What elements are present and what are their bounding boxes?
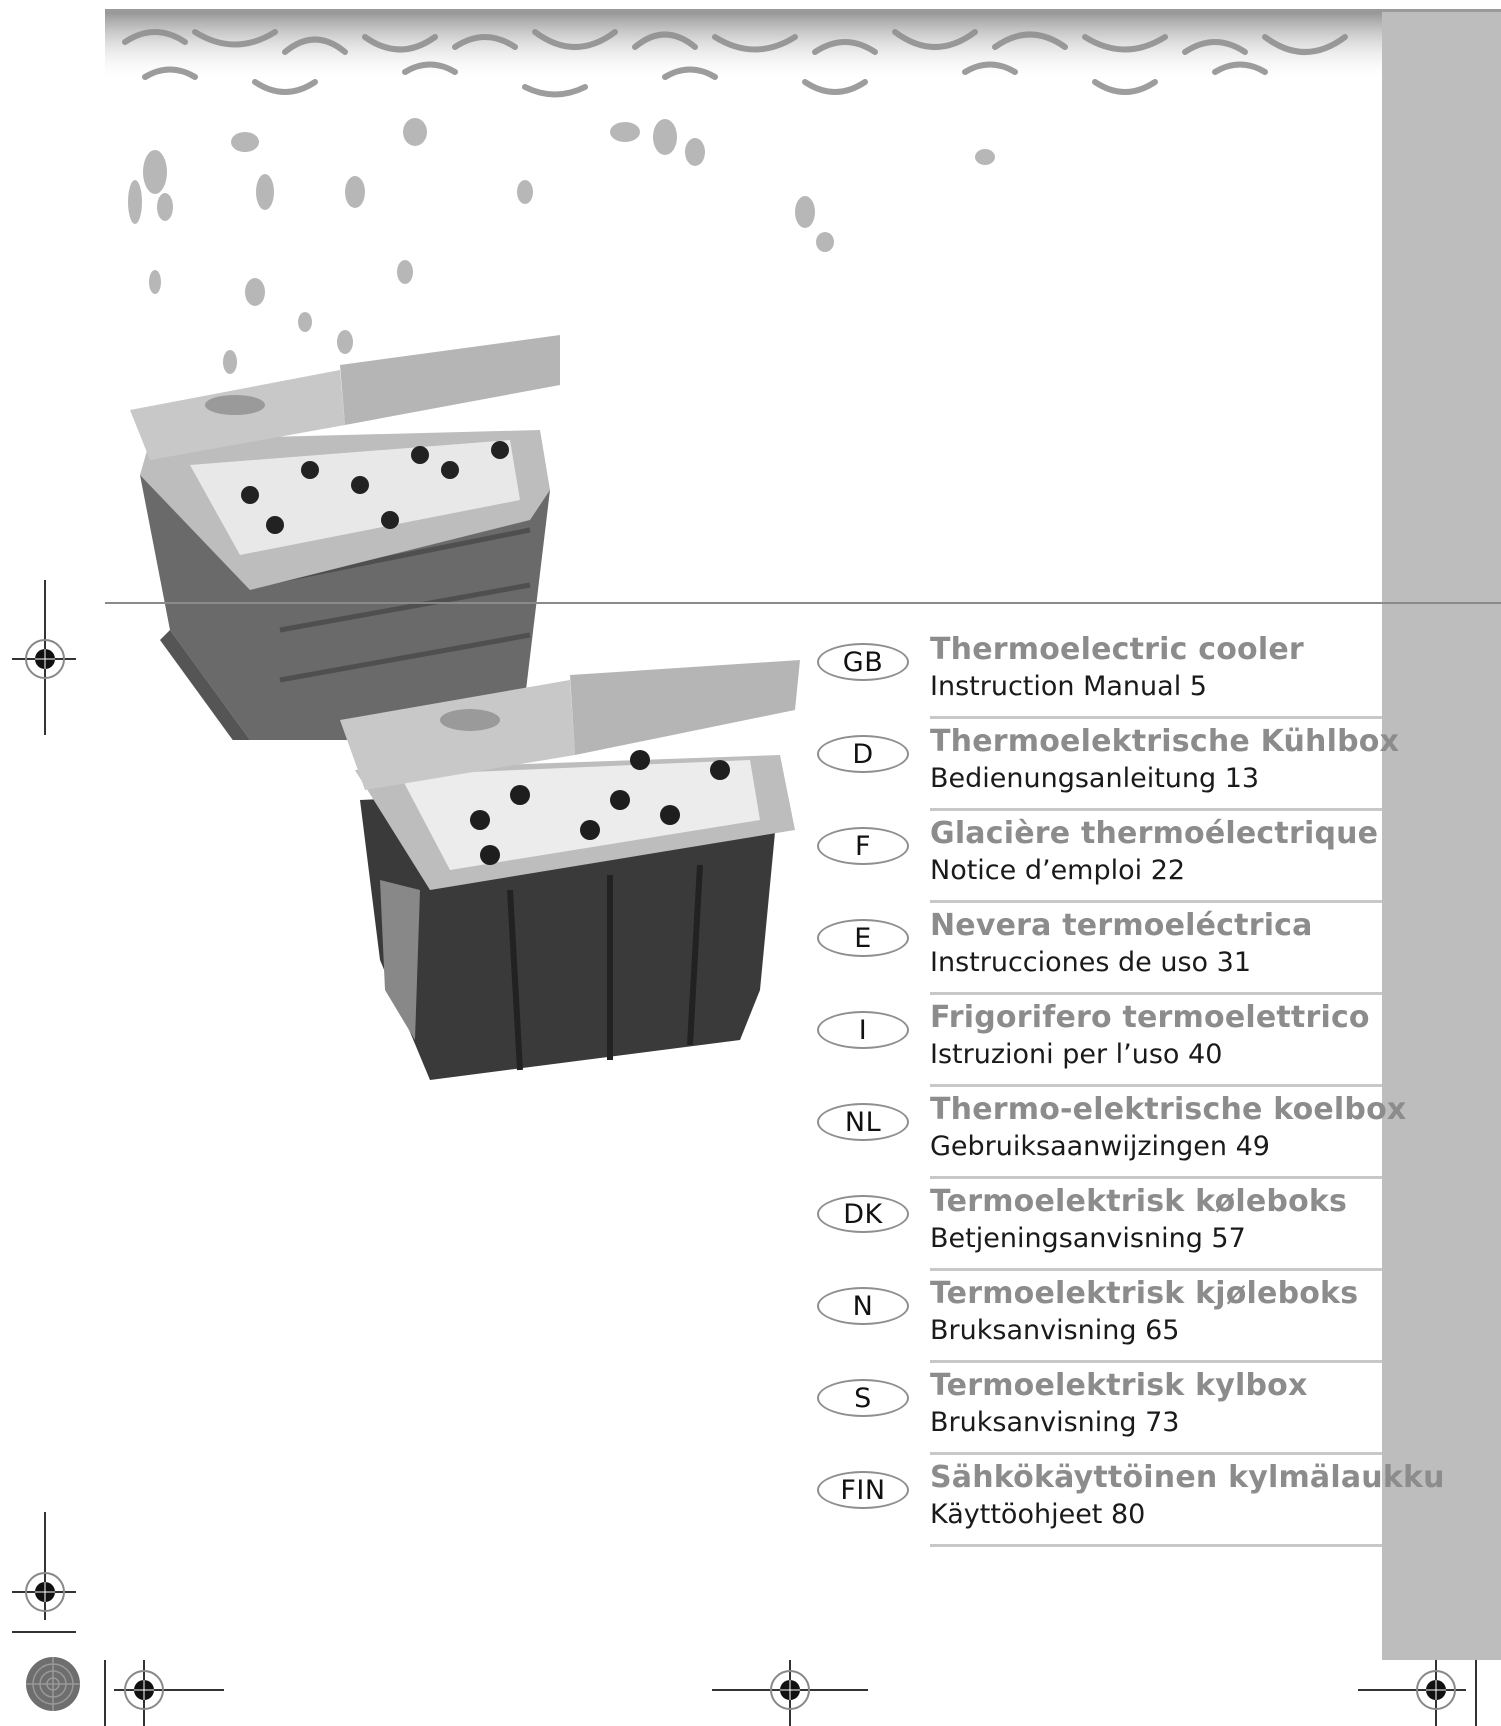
row-divider <box>930 1084 1382 1087</box>
language-title: Sähkökäyttöinen kylmälaukku <box>930 1460 1445 1495</box>
language-entry-n[interactable] <box>800 1274 1382 1366</box>
language-entry-dk[interactable] <box>800 1182 1382 1274</box>
registration-mark-icon <box>1356 1660 1501 1726</box>
registration-mark-icon <box>10 1512 80 1637</box>
language-subtitle: Bruksanvisning 73 <box>930 1407 1180 1438</box>
row-divider <box>930 1176 1382 1179</box>
language-subtitle: Käyttöohjeet 80 <box>930 1499 1146 1530</box>
language-code-badge: D <box>817 735 909 773</box>
language-entry-e[interactable] <box>800 906 1382 998</box>
language-entry-d[interactable] <box>800 722 1400 814</box>
language-title: Termoelektrisk køleboks <box>930 1184 1348 1219</box>
language-subtitle: Gebruiksaanwijzingen 49 <box>930 1131 1270 1162</box>
language-code-badge: E <box>817 919 909 957</box>
language-entry-i[interactable] <box>800 998 1382 1090</box>
language-subtitle: Notice d’emploi 22 <box>930 855 1186 886</box>
cooler-large-image <box>340 660 800 1080</box>
language-title: Frigorifero termoelettrico <box>930 1000 1370 1035</box>
language-code-badge: NL <box>817 1103 909 1141</box>
row-divider <box>930 1544 1382 1547</box>
language-code-badge: S <box>817 1379 909 1417</box>
language-code-badge: N <box>817 1287 909 1325</box>
row-divider <box>930 808 1382 811</box>
registration-mark-icon <box>10 580 80 740</box>
language-subtitle: Bedienungsanleitung 13 <box>930 763 1260 794</box>
language-entry-f[interactable] <box>800 814 1382 906</box>
language-code-badge: DK <box>817 1195 909 1233</box>
row-divider <box>930 1452 1382 1455</box>
section-rule <box>105 602 1501 604</box>
language-title: Thermoelektrische Kühlbox <box>930 724 1400 759</box>
language-subtitle: Instrucciones de uso 31 <box>930 947 1251 978</box>
language-subtitle: Instruction Manual 5 <box>930 671 1207 702</box>
row-divider <box>930 1360 1382 1363</box>
language-entry-fin[interactable] <box>800 1458 1445 1550</box>
language-subtitle: Bruksanvisning 65 <box>930 1315 1180 1346</box>
language-title: Nevera termoeléctrica <box>930 908 1313 943</box>
language-title: Thermo-elektrische koelbox <box>930 1092 1407 1127</box>
language-code-badge: FIN <box>817 1471 909 1509</box>
row-divider <box>930 900 1382 903</box>
language-title: Termoelektrisk kjøleboks <box>930 1276 1359 1311</box>
language-subtitle: Betjeningsanvisning 57 <box>930 1223 1246 1254</box>
language-entry-nl[interactable] <box>800 1090 1407 1182</box>
language-subtitle: Istruzioni per l’uso 40 <box>930 1039 1223 1070</box>
language-entry-s[interactable] <box>800 1366 1382 1458</box>
color-target-icon <box>24 1656 84 1716</box>
language-code-badge: I <box>817 1011 909 1049</box>
row-divider <box>930 992 1382 995</box>
language-entry-gb[interactable] <box>800 630 1382 722</box>
gray-side-band <box>1382 12 1501 1660</box>
language-title: Thermoelectric cooler <box>930 632 1304 667</box>
registration-mark-icon <box>112 1660 227 1726</box>
language-title: Termoelektrisk kylbox <box>930 1368 1308 1403</box>
language-code-badge: F <box>817 827 909 865</box>
crop-line <box>104 1660 106 1726</box>
language-code-badge: GB <box>817 643 909 681</box>
row-divider <box>930 716 1382 719</box>
registration-mark-icon <box>710 1660 870 1726</box>
row-divider <box>930 1268 1382 1271</box>
language-title: Glacière thermoélectrique <box>930 816 1379 851</box>
